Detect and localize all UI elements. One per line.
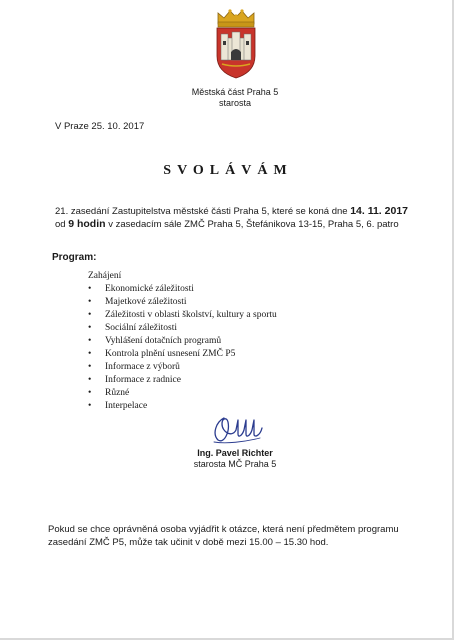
program-item: • Ekonomické záležitosti — [88, 283, 277, 296]
issuer-block — [170, 87, 300, 109]
issuer-name: Městská část Praha 5 — [191, 87, 279, 97]
program-title: Program: — [52, 252, 97, 263]
meeting-date: 14. 11. 2017 — [350, 205, 408, 217]
program-item: • Různé — [88, 387, 277, 400]
program-opening: Zahájení — [88, 271, 122, 281]
program-item: • Vyhlášení dotačních programů — [88, 335, 277, 348]
footer-note: Pokud se chce oprávněná osoba vyjádřit k otázce, která není předmětem programu zasedání ZMČ P5, může tak učinit v době mezi 15.00 – 15.30 hod. — [48, 524, 399, 548]
meeting-announcement — [55, 205, 445, 231]
document-date: V Praze 25. 10. 2017 — [55, 121, 145, 132]
signer-role: starosta MČ Praha 5 — [193, 459, 277, 469]
document-heading: SVOLÁVÁM — [163, 163, 293, 178]
announcement-text-1: 21. zasedání Zastupitelstva městské části Praha 5, které se koná dne — [55, 206, 351, 217]
meeting-time: 9 hodin — [68, 218, 106, 230]
signer-name: Ing. Pavel Richter — [197, 448, 273, 458]
program-item: • Sociální záležitosti — [88, 322, 277, 335]
program-item: • Kontrola plnění usnesení ZMČ P5 — [88, 348, 277, 361]
program-item: • Majetkové záležitosti — [88, 296, 277, 309]
meeting-location: v zasedacím sále ZMČ Praha 5, Štefánikova 13-15, Praha 5, 6. patro — [105, 219, 399, 230]
program-list — [88, 270, 277, 413]
praha5-coat-of-arms-icon — [212, 8, 260, 80]
program-item: • Záležitosti v oblasti školství, kultury a sportu — [88, 309, 277, 322]
handwritten-signature — [210, 412, 266, 446]
issuer-role: starosta — [218, 98, 251, 108]
program-item: • Informace z radnice — [88, 374, 277, 387]
announcement-text-2: od — [55, 219, 69, 230]
program-item: • Informace z výborů — [88, 361, 277, 374]
signer-block — [165, 448, 305, 470]
program-item: • Interpelace — [88, 400, 277, 413]
program-items — [88, 283, 277, 413]
